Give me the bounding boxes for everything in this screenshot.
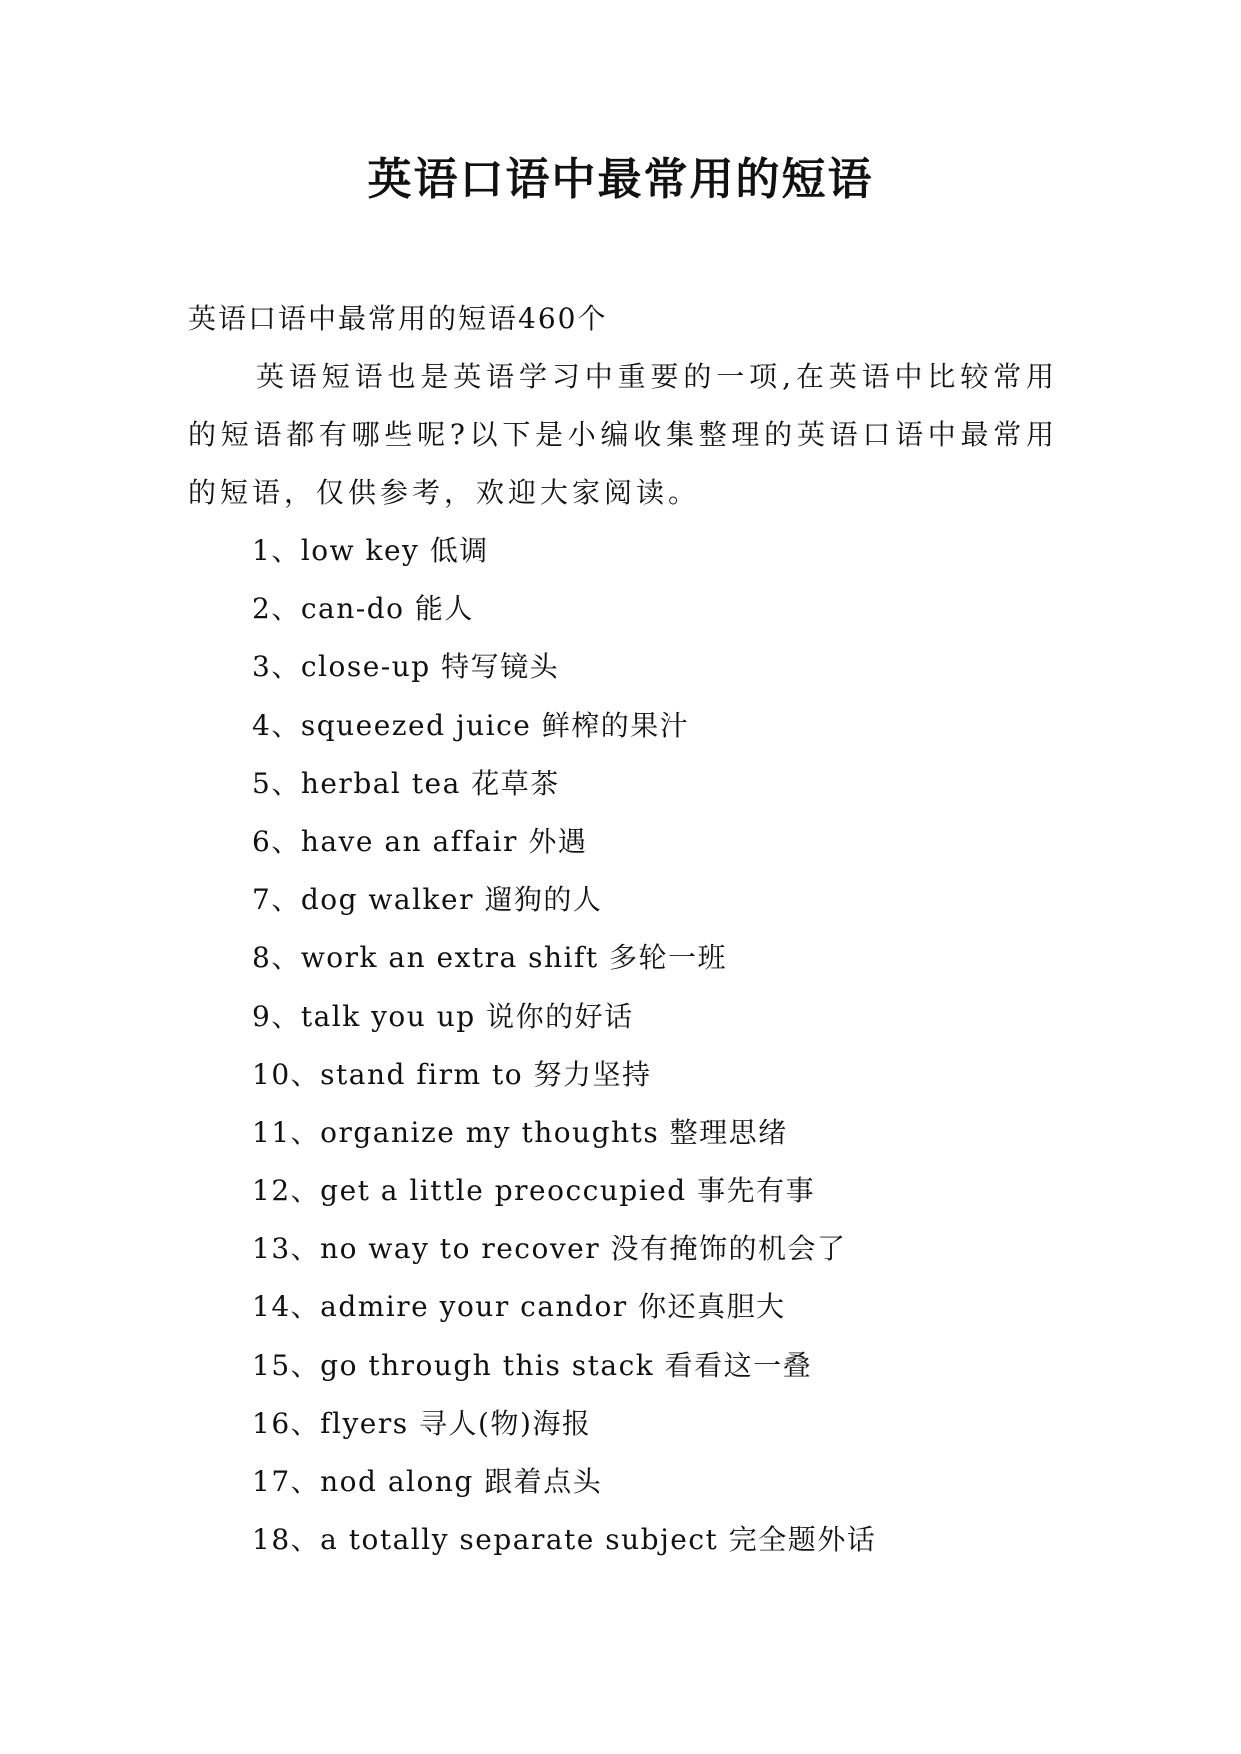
phrase-chinese: 说你的好话 xyxy=(486,999,634,1033)
phrase-number: 4、 xyxy=(252,708,301,742)
phrase-item xyxy=(188,1162,1058,1220)
phrase-item xyxy=(188,580,1058,638)
phrase-number: 8、 xyxy=(252,941,301,975)
phrase-number: 15、 xyxy=(252,1348,321,1382)
intro-paragraph: 英语短语也是英语学习中重要的一项,在英语中比较常用的短语都有哪些呢?以下是小编收集整理的英语口语中最常用的短语，仅供参考，欢迎大家阅读。 xyxy=(188,360,1058,509)
phrase-number: 9、 xyxy=(252,999,301,1033)
phrase-item xyxy=(188,1511,1058,1569)
phrase-english: talk you up xyxy=(300,999,476,1033)
phrase-item xyxy=(188,1395,1058,1453)
phrase-english: get a little preoccupied xyxy=(320,1174,687,1208)
phrase-item xyxy=(188,1337,1058,1395)
document-title: 英语口语中最常用的短语 xyxy=(367,154,874,205)
phrase-number: 16、 xyxy=(252,1406,321,1440)
phrase-item xyxy=(188,1220,1058,1278)
phrase-number: 17、 xyxy=(252,1465,321,1498)
phrase-chinese: 整理思绪 xyxy=(669,1115,788,1149)
phrase-chinese: 多轮一班 xyxy=(609,941,728,975)
phrase-item xyxy=(188,1046,1058,1104)
phrase-item xyxy=(188,871,1058,929)
phrase-number: 6、 xyxy=(252,824,301,858)
phrase-number: 18、 xyxy=(252,1523,321,1557)
phrase-item xyxy=(188,813,1058,871)
phrase-english: flyers xyxy=(320,1406,409,1440)
phrase-item xyxy=(188,697,1058,755)
phrase-chinese: 跟着点头 xyxy=(484,1465,603,1498)
phrase-chinese: 努力坚持 xyxy=(533,1057,652,1091)
phrase-item xyxy=(188,1453,1058,1511)
phrase-item xyxy=(188,929,1058,987)
phrase-english: close-up xyxy=(300,650,431,684)
phrase-chinese: 寻人(物)海报 xyxy=(419,1406,592,1440)
phrase-number: 2、 xyxy=(252,592,301,626)
phrase-chinese: 完全题外话 xyxy=(728,1523,877,1557)
phrase-number: 10、 xyxy=(252,1057,321,1091)
phrase-english: a totally separate subject xyxy=(320,1523,719,1557)
phrase-english: no way to recover xyxy=(320,1232,601,1266)
phrase-chinese: 能人 xyxy=(414,592,474,626)
phrase-chinese: 遛狗的人 xyxy=(484,883,603,917)
phrase-number: 5、 xyxy=(252,766,301,800)
phrase-chinese: 外遇 xyxy=(528,824,588,858)
phrase-english: work an extra shift xyxy=(300,941,599,975)
phrase-chinese: 看看这一叠 xyxy=(664,1348,813,1382)
phrase-item xyxy=(188,522,1058,580)
phrase-english: herbal tea xyxy=(300,766,461,800)
phrase-number: 3、 xyxy=(252,650,301,684)
phrase-chinese: 事先有事 xyxy=(697,1174,816,1208)
phrase-chinese: 鲜榨的果汁 xyxy=(541,708,690,742)
phrase-number: 7、 xyxy=(252,883,301,917)
phrase-english: can-do xyxy=(300,592,405,626)
document-subtitle: 英语口语中最常用的短语460个 xyxy=(188,302,608,335)
phrase-item xyxy=(188,755,1058,813)
phrase-english: squeezed juice xyxy=(300,708,532,742)
phrase-english: stand firm to xyxy=(320,1057,524,1091)
phrase-item xyxy=(188,638,1058,696)
phrase-english: dog walker xyxy=(300,883,474,917)
phrase-english: organize my thoughts xyxy=(320,1115,660,1149)
phrase-chinese: 特写镜头 xyxy=(441,650,560,684)
phrase-chinese: 低调 xyxy=(429,534,489,567)
phrase-list xyxy=(188,522,1058,1569)
phrase-english: have an affair xyxy=(300,824,518,858)
phrase-item xyxy=(188,1278,1058,1336)
phrase-english: low key xyxy=(300,534,420,567)
phrase-chinese: 没有掩饰的机会了 xyxy=(610,1232,847,1266)
phrase-english: admire your candor xyxy=(320,1290,628,1324)
document-body xyxy=(188,290,1058,1569)
phrase-number: 13、 xyxy=(252,1232,321,1266)
phrase-english: go through this stack xyxy=(320,1348,655,1382)
phrase-number: 11、 xyxy=(252,1115,321,1149)
phrase-number: 14、 xyxy=(252,1290,321,1324)
phrase-number: 1、 xyxy=(252,534,301,567)
phrase-item xyxy=(188,1104,1058,1162)
phrase-chinese: 花草茶 xyxy=(471,766,560,800)
phrase-chinese: 你还真胆大 xyxy=(638,1290,786,1324)
phrase-number: 12、 xyxy=(252,1174,321,1208)
phrase-english: nod along xyxy=(320,1465,474,1498)
phrase-item xyxy=(188,988,1058,1046)
